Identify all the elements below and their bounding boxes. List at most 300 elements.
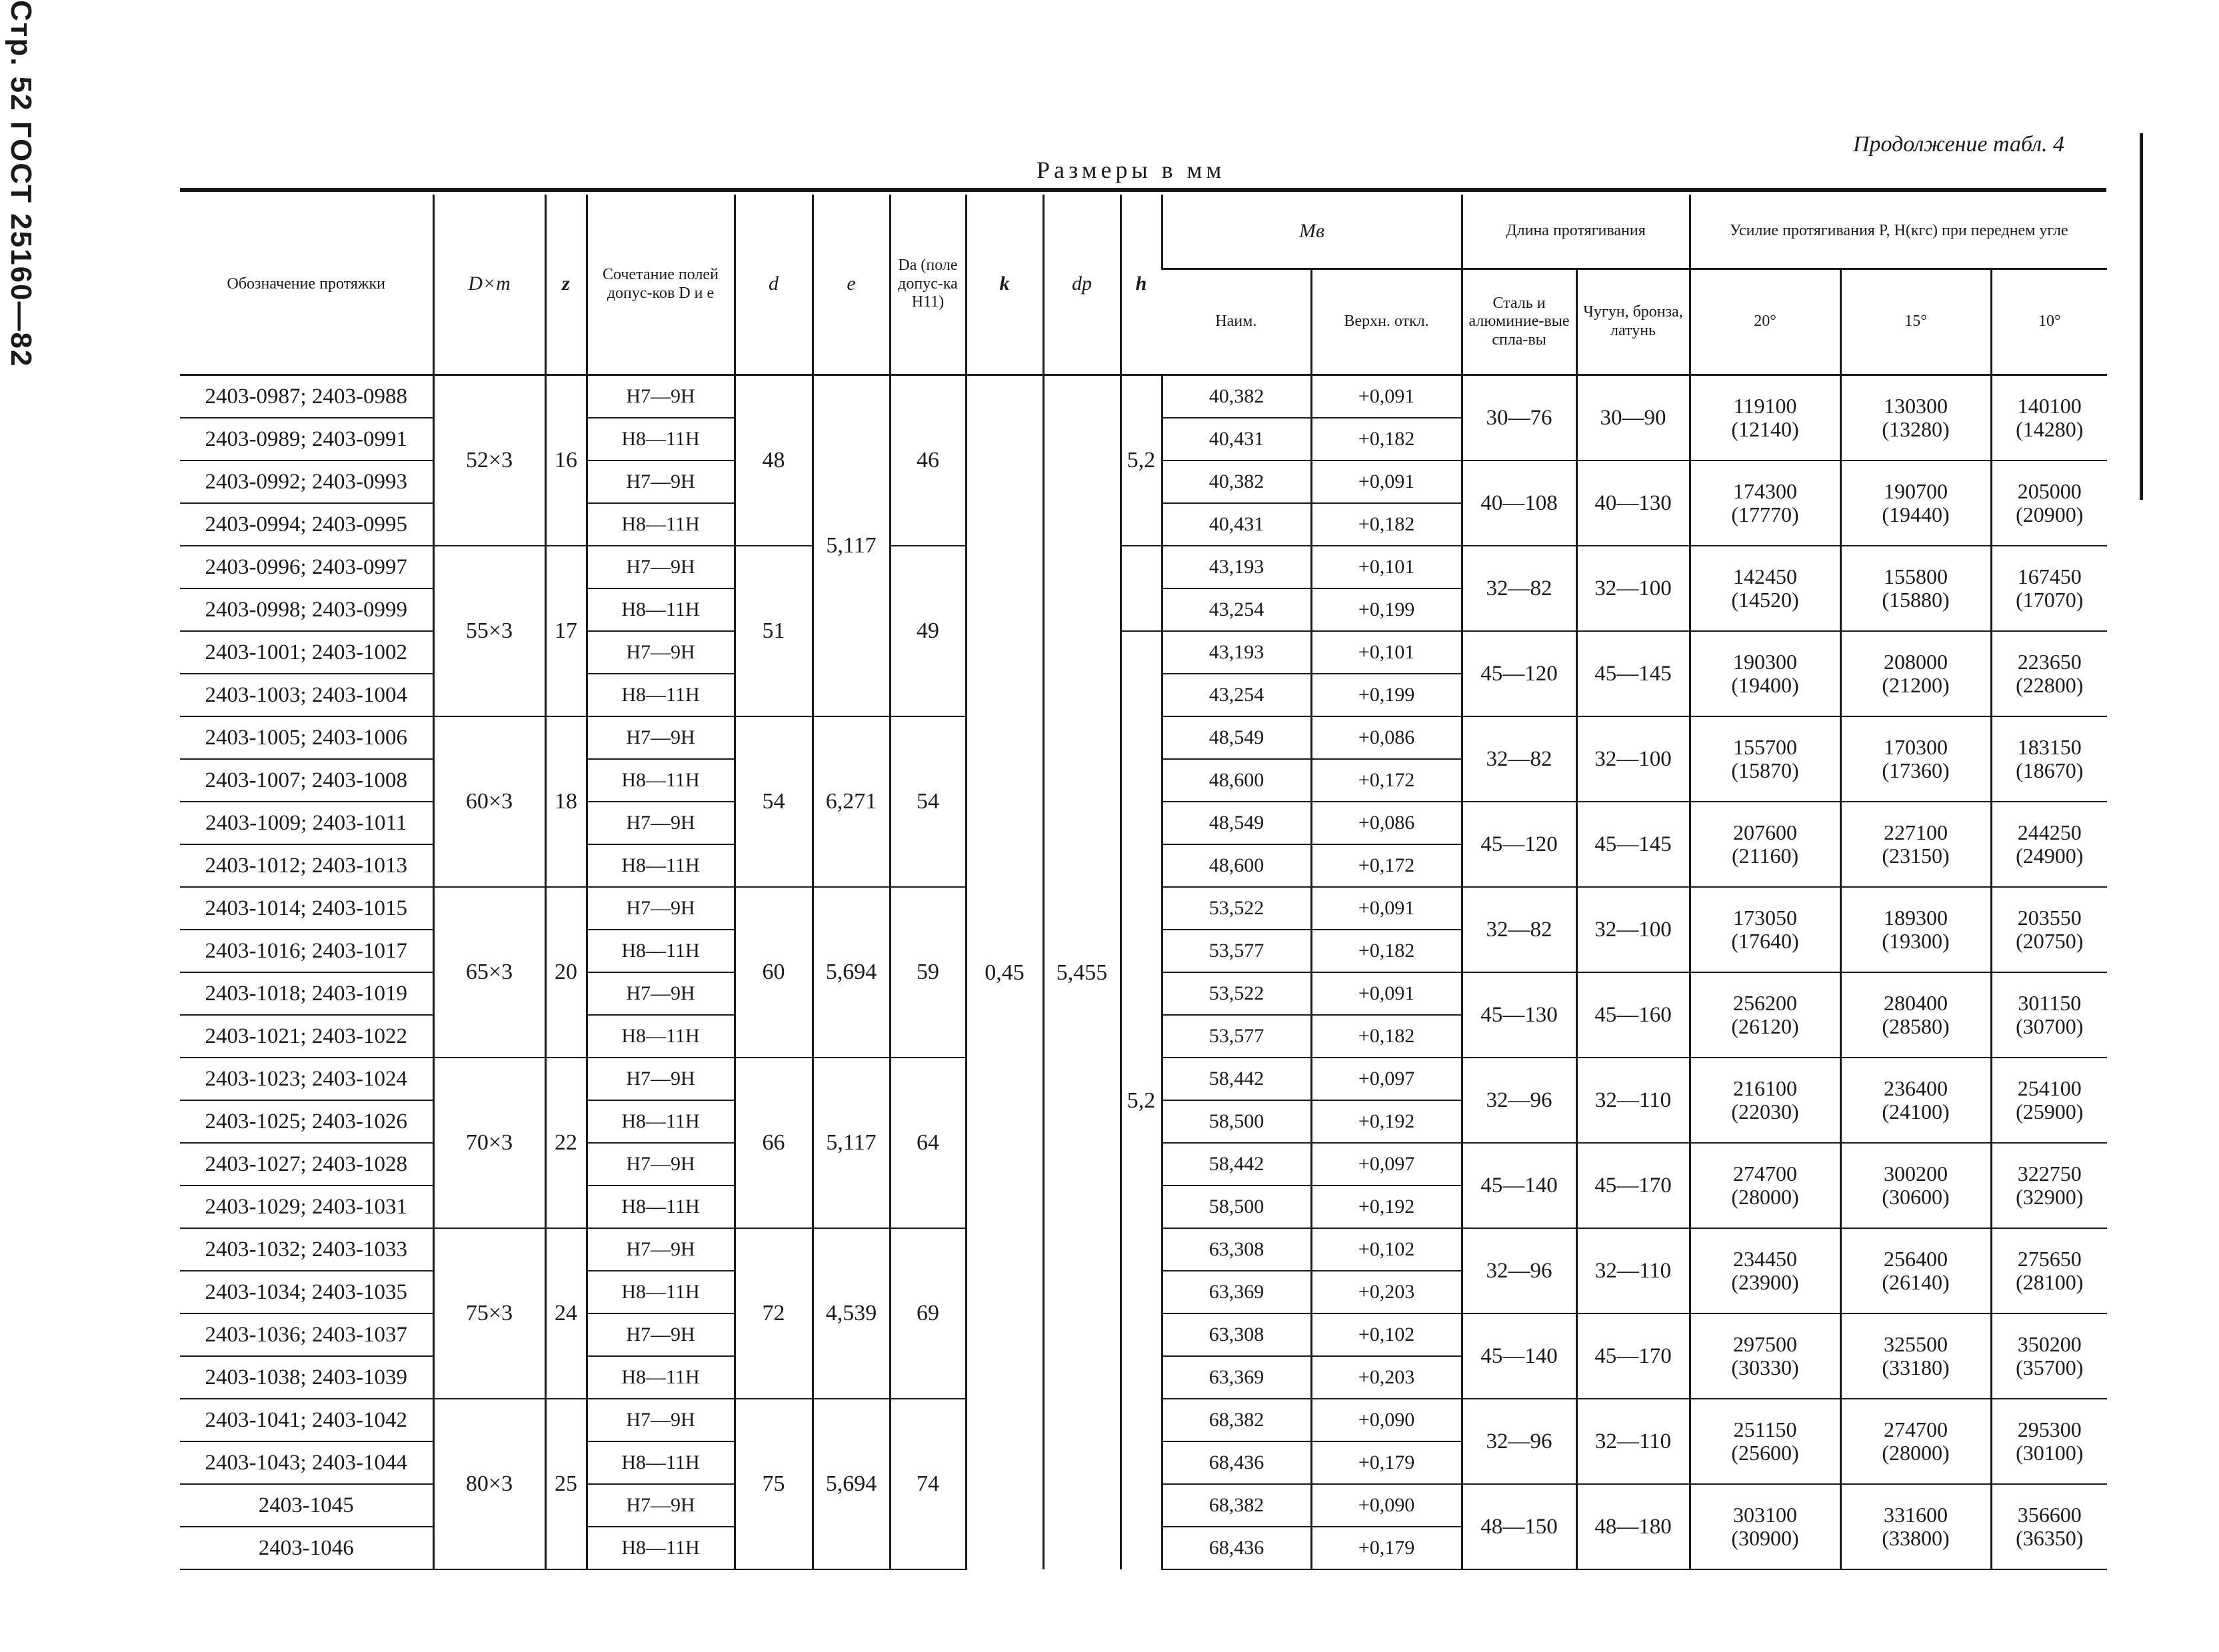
- force-15-cell: [1840, 716, 1991, 802]
- dxm-cell: 70×3: [433, 1058, 545, 1228]
- mv-dev-cell: +0,179: [1311, 1441, 1462, 1484]
- mv-min-cell: 58,442: [1162, 1143, 1311, 1186]
- force-20-cell: [1690, 1143, 1840, 1228]
- force-20-cell-n: 303100: [1733, 1502, 1798, 1527]
- length-steel-cell: 32—82: [1462, 716, 1576, 802]
- designation-cell: 2403-1005; 2403-1006: [180, 716, 433, 759]
- length-steel-cell: 32—96: [1462, 1058, 1576, 1143]
- force-15-cell-n: 155800: [1884, 564, 1948, 588]
- table-header: [180, 195, 2107, 375]
- tolerance-cell: H8—11H: [587, 1186, 735, 1228]
- length-cast-cell: 45—160: [1576, 972, 1690, 1058]
- z-cell: 25: [545, 1399, 587, 1569]
- force-10-cell-n: 244250: [2017, 820, 2082, 844]
- designation-cell: 2403-1029; 2403-1031: [180, 1186, 433, 1228]
- force-20-cell: [1690, 1484, 1840, 1569]
- tolerance-cell: H8—11H: [587, 1527, 735, 1569]
- mv-min-cell: 63,369: [1162, 1356, 1311, 1399]
- force-20-cell: [1690, 546, 1840, 631]
- mv-dev-cell: +0,192: [1311, 1100, 1462, 1143]
- col-mv-min: Наим.: [1162, 269, 1311, 375]
- force-20-cell: [1690, 1228, 1840, 1313]
- e-cell: 5,117: [813, 1058, 890, 1228]
- force-10-cell-kgf: (22800): [2016, 673, 2084, 697]
- designation-cell: 2403-0998; 2403-0999: [180, 588, 433, 631]
- length-cast-cell: 32—100: [1576, 887, 1690, 972]
- force-10-cell: [1991, 972, 2107, 1058]
- mv-dev-cell: +0,090: [1311, 1399, 1462, 1441]
- col-e: e: [813, 195, 890, 375]
- force-15-cell-kgf: (28580): [1882, 1014, 1950, 1038]
- length-steel-cell: 32—96: [1462, 1399, 1576, 1484]
- mv-dev-cell: +0,203: [1311, 1356, 1462, 1399]
- tolerance-cell: H8—11H: [587, 503, 735, 546]
- d-cell: 75: [735, 1399, 813, 1569]
- mv-min-cell: 63,308: [1162, 1228, 1311, 1271]
- units-caption: Размеры в мм: [1037, 157, 1226, 183]
- force-15-cell: [1840, 1399, 1991, 1484]
- dxm-cell: 75×3: [433, 1228, 545, 1399]
- tolerance-cell: H7—9H: [587, 1313, 735, 1356]
- col-force: Усилие протягивания P, Н(кгс) при переднем угле: [1690, 195, 2107, 269]
- force-15-cell-kgf: (33180): [1882, 1355, 1950, 1379]
- col-length-cast: Чугун, бронза, латунь: [1576, 269, 1690, 375]
- mv-min-cell: 58,500: [1162, 1100, 1311, 1143]
- col-dp: dp: [1043, 195, 1120, 375]
- dxm-cell: 80×3: [433, 1399, 545, 1569]
- h-cell: 5,2: [1120, 631, 1162, 1569]
- page-standard-label: [0, 0, 40, 368]
- tolerance-cell: H7—9H: [587, 1399, 735, 1441]
- tolerance-cell: H7—9H: [587, 716, 735, 759]
- tolerance-cell: H7—9H: [587, 1143, 735, 1186]
- designation-cell: 2403-1032; 2403-1033: [180, 1228, 433, 1271]
- da-cell: 64: [890, 1058, 966, 1228]
- broach-table: [180, 195, 2107, 1570]
- force-20-cell-n: 274700: [1733, 1161, 1798, 1186]
- z-cell: 18: [545, 716, 587, 887]
- designation-cell: 2403-1043; 2403-1044: [180, 1441, 433, 1484]
- length-steel-cell: 40—108: [1462, 460, 1576, 546]
- tolerance-cell: H7—9H: [587, 1228, 735, 1271]
- force-10-cell-n: 275650: [2017, 1246, 2082, 1271]
- force-10-cell-kgf: (32900): [2016, 1185, 2084, 1209]
- force-10-cell-n: 350200: [2017, 1331, 2082, 1356]
- length-steel-cell: 32—96: [1462, 1228, 1576, 1313]
- table-top-rule: [180, 188, 2106, 192]
- force-15-cell-kgf: (33800): [1882, 1526, 1950, 1550]
- mv-min-cell: 48,600: [1162, 844, 1311, 887]
- force-20-cell-kgf: (22030): [1731, 1100, 1799, 1124]
- designation-cell: 2403-0996; 2403-0997: [180, 546, 433, 588]
- force-15-cell-kgf: (23150): [1882, 844, 1950, 868]
- length-steel-cell: 32—82: [1462, 887, 1576, 972]
- tolerance-cell: H8—11H: [587, 1015, 735, 1058]
- col-z: z: [545, 195, 587, 375]
- force-20-cell-kgf: (30900): [1731, 1526, 1799, 1550]
- col-tolerance: Сочетание полей допус-ков D и e: [587, 195, 735, 375]
- force-15-cell: [1840, 631, 1991, 716]
- force-20-cell-kgf: (26120): [1731, 1014, 1799, 1038]
- mv-dev-cell: +0,182: [1311, 1015, 1462, 1058]
- designation-cell: 2403-1041; 2403-1042: [180, 1399, 433, 1441]
- length-cast-cell: 32—100: [1576, 716, 1690, 802]
- force-20-cell-kgf: (17640): [1731, 929, 1799, 953]
- length-steel-cell: 32—82: [1462, 546, 1576, 631]
- force-15-cell-n: 190700: [1884, 478, 1948, 503]
- da-cell: 54: [890, 716, 966, 887]
- table-row: [180, 375, 2107, 418]
- designation-cell: 2403-1025; 2403-1026: [180, 1100, 433, 1143]
- designation-cell: 2403-1016; 2403-1017: [180, 930, 433, 972]
- e-cell: 6,271: [813, 716, 890, 887]
- page-standard-text: Стр. 52 ГОСТ 25160—82: [5, 0, 37, 368]
- designation-cell: 2403-1003; 2403-1004: [180, 674, 433, 716]
- force-15-cell-n: 300200: [1884, 1161, 1948, 1186]
- designation-cell: 2403-1034; 2403-1035: [180, 1271, 433, 1313]
- mv-dev-cell: +0,101: [1311, 546, 1462, 588]
- force-20-cell: [1690, 802, 1840, 887]
- force-20-cell-kgf: (12140): [1731, 417, 1799, 441]
- da-cell: 49: [890, 546, 966, 716]
- force-10-cell-n: 295300: [2017, 1417, 2082, 1441]
- tolerance-cell: H7—9H: [587, 631, 735, 674]
- length-cast-cell: 32—110: [1576, 1058, 1690, 1143]
- force-10-cell-n: 356600: [2017, 1502, 2082, 1527]
- dxm-cell: 55×3: [433, 546, 545, 716]
- force-15-cell-n: 256400: [1884, 1246, 1948, 1271]
- force-15-cell-kgf: (15880): [1882, 588, 1950, 612]
- mv-min-cell: 53,522: [1162, 972, 1311, 1015]
- mv-dev-cell: +0,102: [1311, 1228, 1462, 1271]
- force-10-cell-kgf: (20900): [2016, 502, 2084, 526]
- designation-cell: 2403-1007; 2403-1008: [180, 759, 433, 802]
- col-force-20: 20°: [1690, 269, 1840, 375]
- mv-dev-cell: +0,091: [1311, 460, 1462, 503]
- mv-min-cell: 58,500: [1162, 1186, 1311, 1228]
- h-cell: [1120, 546, 1162, 631]
- length-cast-cell: 30—90: [1576, 375, 1690, 461]
- mv-dev-cell: +0,199: [1311, 674, 1462, 716]
- force-20-cell: [1690, 1313, 1840, 1399]
- length-cast-cell: 45—170: [1576, 1313, 1690, 1399]
- mv-dev-cell: +0,182: [1311, 930, 1462, 972]
- z-cell: 24: [545, 1228, 587, 1399]
- da-cell: 69: [890, 1228, 966, 1399]
- force-15-cell-n: 331600: [1884, 1502, 1948, 1527]
- force-15-cell-kgf: (17360): [1882, 758, 1950, 782]
- length-steel-cell: 45—130: [1462, 972, 1576, 1058]
- dp-cell: 5,455: [1043, 375, 1120, 1570]
- designation-cell: 2403-1009; 2403-1011: [180, 802, 433, 844]
- force-10-cell: [1991, 1399, 2107, 1484]
- force-20-cell-n: 297500: [1733, 1331, 1798, 1356]
- tolerance-cell: H8—11H: [587, 844, 735, 887]
- force-10-cell: [1991, 1143, 2107, 1228]
- force-20-cell-n: 251150: [1733, 1417, 1797, 1441]
- mv-min-cell: 68,382: [1162, 1484, 1311, 1527]
- force-20-cell-kgf: (25600): [1731, 1441, 1799, 1465]
- d-cell: 60: [735, 887, 813, 1058]
- mv-min-cell: 43,193: [1162, 546, 1311, 588]
- force-15-cell-kgf: (30600): [1882, 1185, 1950, 1209]
- mv-min-cell: 40,431: [1162, 503, 1311, 546]
- force-10-cell-kgf: (20750): [2016, 929, 2084, 953]
- mv-dev-cell: +0,182: [1311, 503, 1462, 546]
- force-20-cell-n: 142450: [1733, 564, 1798, 588]
- col-mv-dev: Верхн. откл.: [1311, 269, 1462, 375]
- length-steel-cell: 30—76: [1462, 375, 1576, 461]
- force-20-cell-kgf: (23900): [1731, 1270, 1799, 1294]
- mv-dev-cell: +0,192: [1311, 1186, 1462, 1228]
- force-15-cell-kgf: (26140): [1882, 1270, 1950, 1294]
- mv-dev-cell: +0,172: [1311, 759, 1462, 802]
- mv-min-cell: 48,549: [1162, 716, 1311, 759]
- mv-dev-cell: +0,182: [1311, 418, 1462, 460]
- length-steel-cell: 45—140: [1462, 1313, 1576, 1399]
- length-steel-cell: 45—120: [1462, 631, 1576, 716]
- designation-cell: 2403-0994; 2403-0995: [180, 503, 433, 546]
- k-cell: 0,45: [966, 375, 1043, 1570]
- force-15-cell: [1840, 460, 1991, 546]
- force-15-cell-n: 170300: [1884, 734, 1948, 759]
- designation-cell: 2403-1001; 2403-1002: [180, 631, 433, 674]
- force-20-cell-n: 216100: [1733, 1076, 1798, 1100]
- force-15-cell: [1840, 546, 1991, 631]
- force-15-cell: [1840, 1058, 1991, 1143]
- force-10-cell: [1991, 1484, 2107, 1569]
- force-15-cell-kgf: (19300): [1882, 929, 1950, 953]
- force-15-cell: [1840, 375, 1991, 461]
- col-d: d: [735, 195, 813, 375]
- force-15-cell: [1840, 1313, 1991, 1399]
- mv-min-cell: 48,549: [1162, 802, 1311, 844]
- col-da: Da (поле допус-ка H11): [890, 195, 966, 375]
- force-10-cell-n: 205000: [2017, 478, 2082, 503]
- force-10-cell-kgf: (28100): [2016, 1270, 2084, 1294]
- col-k: k: [966, 195, 1043, 375]
- designation-cell: 2403-1027; 2403-1028: [180, 1143, 433, 1186]
- force-20-cell-kgf: (14520): [1731, 588, 1799, 612]
- mv-min-cell: 53,577: [1162, 930, 1311, 972]
- force-10-cell-kgf: (18670): [2016, 758, 2084, 782]
- mv-dev-cell: +0,101: [1311, 631, 1462, 674]
- tolerance-cell: H8—11H: [587, 1100, 735, 1143]
- force-20-cell-n: 256200: [1733, 990, 1798, 1015]
- dxm-cell: 52×3: [433, 375, 545, 546]
- col-dxm: D×m: [433, 195, 545, 375]
- e-cell: 4,539: [813, 1228, 890, 1399]
- designation-cell: 2403-1014; 2403-1015: [180, 887, 433, 930]
- force-10-cell-kgf: (17070): [2016, 588, 2084, 612]
- tolerance-cell: H7—9H: [587, 802, 735, 844]
- tolerance-cell: H8—11H: [587, 418, 735, 460]
- force-10-cell-kgf: (24900): [2016, 844, 2084, 868]
- force-10-cell: [1991, 375, 2107, 461]
- force-15-cell-kgf: (19440): [1882, 502, 1950, 526]
- mv-min-cell: 63,369: [1162, 1271, 1311, 1313]
- mv-dev-cell: +0,090: [1311, 1484, 1462, 1527]
- force-10-cell: [1991, 1228, 2107, 1313]
- force-15-cell-n: 189300: [1884, 905, 1948, 930]
- mv-min-cell: 40,431: [1162, 418, 1311, 460]
- force-20-cell: [1690, 972, 1840, 1058]
- mv-min-cell: 58,442: [1162, 1058, 1311, 1100]
- designation-cell: 2403-1045: [180, 1484, 433, 1527]
- length-cast-cell: 48—180: [1576, 1484, 1690, 1569]
- force-15-cell-kgf: (24100): [1882, 1100, 1950, 1124]
- force-20-cell-kgf: (19400): [1731, 673, 1799, 697]
- tolerance-cell: H7—9H: [587, 460, 735, 503]
- h-cell: 5,2: [1120, 375, 1162, 546]
- designation-cell: 2403-0989; 2403-0991: [180, 418, 433, 460]
- e-cell: 5,117: [813, 375, 890, 717]
- d-cell: 48: [735, 375, 813, 546]
- force-10-cell-kgf: (35700): [2016, 1355, 2084, 1379]
- designation-cell: 2403-1012; 2403-1013: [180, 844, 433, 887]
- designation-cell: 2403-1046: [180, 1527, 433, 1569]
- force-20-cell: [1690, 1399, 1840, 1484]
- col-h: h: [1120, 195, 1162, 375]
- col-designation: Обозначение протяжки: [180, 195, 433, 375]
- mv-min-cell: 53,577: [1162, 1015, 1311, 1058]
- mv-min-cell: 53,522: [1162, 887, 1311, 930]
- length-cast-cell: 32—110: [1576, 1399, 1690, 1484]
- force-10-cell-kgf: (25900): [2016, 1100, 2084, 1124]
- dxm-cell: 65×3: [433, 887, 545, 1058]
- length-steel-cell: 45—120: [1462, 802, 1576, 887]
- z-cell: 20: [545, 887, 587, 1058]
- mv-dev-cell: +0,102: [1311, 1313, 1462, 1356]
- mv-dev-cell: +0,097: [1311, 1143, 1462, 1186]
- force-20-cell: [1690, 375, 1840, 461]
- force-15-cell-kgf: (21200): [1882, 673, 1950, 697]
- force-10-cell-kgf: (30700): [2016, 1014, 2084, 1038]
- force-20-cell: [1690, 631, 1840, 716]
- force-20-cell-n: 155700: [1733, 734, 1798, 759]
- tolerance-cell: H8—11H: [587, 1356, 735, 1399]
- force-15-cell: [1840, 887, 1991, 972]
- force-15-cell-n: 274700: [1884, 1417, 1948, 1441]
- e-cell: 5,694: [813, 1399, 890, 1569]
- mv-dev-cell: +0,086: [1311, 802, 1462, 844]
- tolerance-cell: H7—9H: [587, 887, 735, 930]
- mv-dev-cell: +0,179: [1311, 1527, 1462, 1569]
- col-force-10: 10°: [1991, 269, 2107, 375]
- mv-min-cell: 43,254: [1162, 674, 1311, 716]
- mv-min-cell: 40,382: [1162, 375, 1311, 418]
- force-15-cell-kgf: (13280): [1882, 417, 1950, 441]
- force-20-cell-kgf: (15870): [1731, 758, 1799, 782]
- mv-dev-cell: +0,091: [1311, 887, 1462, 930]
- force-10-cell-kgf: (30100): [2016, 1441, 2084, 1465]
- force-10-cell-n: 301150: [2018, 990, 2082, 1015]
- z-cell: 22: [545, 1058, 587, 1228]
- force-20-cell-n: 119100: [1733, 393, 1797, 418]
- designation-cell: 2403-1038; 2403-1039: [180, 1356, 433, 1399]
- e-cell: 5,694: [813, 887, 890, 1058]
- z-cell: 17: [545, 546, 587, 716]
- z-cell: 16: [545, 375, 587, 546]
- force-20-cell-kgf: (17770): [1731, 502, 1799, 526]
- force-15-cell: [1840, 802, 1991, 887]
- length-cast-cell: 45—145: [1576, 802, 1690, 887]
- force-20-cell-n: 207600: [1733, 820, 1798, 844]
- force-20-cell: [1690, 887, 1840, 972]
- dxm-cell: 60×3: [433, 716, 545, 887]
- col-mv: Mв: [1162, 195, 1462, 269]
- table-row: [180, 546, 2107, 588]
- force-15-cell: [1840, 1143, 1991, 1228]
- force-15-cell-n: 280400: [1884, 990, 1948, 1015]
- sidebar-rule: [2140, 133, 2143, 500]
- length-cast-cell: 45—145: [1576, 631, 1690, 716]
- length-steel-cell: 48—150: [1462, 1484, 1576, 1569]
- designation-cell: 2403-1021; 2403-1022: [180, 1015, 433, 1058]
- force-10-cell: [1991, 716, 2107, 802]
- force-15-cell-n: 325500: [1884, 1331, 1948, 1356]
- force-20-cell-kgf: (30330): [1731, 1355, 1799, 1379]
- mv-min-cell: 68,436: [1162, 1527, 1311, 1569]
- mv-dev-cell: +0,086: [1311, 716, 1462, 759]
- force-10-cell-n: 183150: [2017, 734, 2082, 759]
- force-15-cell: [1840, 1228, 1991, 1313]
- tolerance-cell: H8—11H: [587, 1441, 735, 1484]
- length-cast-cell: 32—100: [1576, 546, 1690, 631]
- force-20-cell: [1690, 460, 1840, 546]
- force-10-cell: [1991, 802, 2107, 887]
- mv-min-cell: 48,600: [1162, 759, 1311, 802]
- mv-min-cell: 43,254: [1162, 588, 1311, 631]
- force-10-cell-n: 322750: [2017, 1161, 2082, 1186]
- force-15-cell-n: 130300: [1884, 393, 1948, 418]
- force-10-cell-n: 254100: [2017, 1076, 2082, 1100]
- designation-cell: 2403-0992; 2403-0993: [180, 460, 433, 503]
- col-length: Длина протягивания: [1462, 195, 1690, 269]
- d-cell: 72: [735, 1228, 813, 1399]
- force-20-cell: [1690, 716, 1840, 802]
- force-20-cell-n: 190300: [1733, 649, 1798, 674]
- mv-dev-cell: +0,199: [1311, 588, 1462, 631]
- length-steel-cell: 45—140: [1462, 1143, 1576, 1228]
- designation-cell: 2403-1023; 2403-1024: [180, 1058, 433, 1100]
- tolerance-cell: H8—11H: [587, 930, 735, 972]
- table-body: [180, 375, 2107, 1570]
- force-10-cell-n: 223650: [2017, 649, 2082, 674]
- da-cell: 59: [890, 887, 966, 1058]
- d-cell: 66: [735, 1058, 813, 1228]
- d-cell: 54: [735, 716, 813, 887]
- mv-dev-cell: +0,091: [1311, 375, 1462, 418]
- mv-min-cell: 40,382: [1162, 460, 1311, 503]
- force-10-cell: [1991, 1058, 2107, 1143]
- force-15-cell: [1840, 1484, 1991, 1569]
- da-cell: 74: [890, 1399, 966, 1569]
- force-15-cell: [1840, 972, 1991, 1058]
- force-10-cell-n: 140100: [2017, 393, 2082, 418]
- da-cell: 46: [890, 375, 966, 546]
- force-15-cell-n: 227100: [1884, 820, 1948, 844]
- tolerance-cell: H7—9H: [587, 1484, 735, 1527]
- length-cast-cell: 40—130: [1576, 460, 1690, 546]
- force-20-cell-kgf: (28000): [1731, 1185, 1799, 1209]
- force-20-cell-n: 174300: [1733, 478, 1798, 503]
- force-10-cell-n: 203550: [2017, 905, 2082, 930]
- mv-dev-cell: +0,172: [1311, 844, 1462, 887]
- col-force-15: 15°: [1840, 269, 1991, 375]
- mv-dev-cell: +0,097: [1311, 1058, 1462, 1100]
- force-10-cell-kgf: (14280): [2016, 417, 2084, 441]
